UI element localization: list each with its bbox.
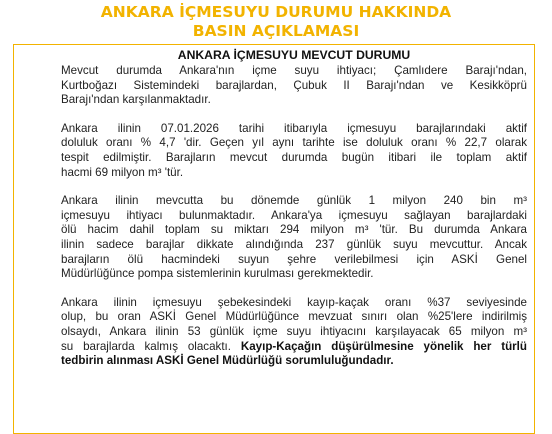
paragraph-line: barajların ölü hacmindeki suyun şehre verilebilmesi için ASKİ Genel <box>61 252 527 266</box>
paragraph-line: doluluk oranı % 4,7 'dir. Geçen yıl aynı tarihte ise doluluk oranı % 22,7 olarak <box>61 136 527 150</box>
paragraph-gap <box>61 282 527 296</box>
paragraph-line: tespit edilmiştir. Barajların mevcut durumda bugün itibari ile toplam aktif <box>61 150 527 164</box>
paragraph-line: Ankara ilinin mevcutta bu dönemde günlük 1 milyon 240 bin m³ <box>61 194 527 208</box>
paragraph-line: ölü hacim dahil toplam su miktarı 294 milyon m³ 'tür. Bu durumda Ankara <box>61 223 527 237</box>
paragraph-leakage <box>61 296 527 369</box>
paragraph-line: ilinin sadece barajlar dikkate alındığında 237 günlük suyu mevcuttur. Ancak <box>61 237 527 251</box>
document-heading: ANKARA İÇMESUYU MEVCUT DURUMU <box>177 48 411 62</box>
paragraph-line: olsaydı, Ankara ilinin 53 günlük içme suyu ihtiyacını karşılayacak 65 milyon m³ <box>61 324 527 338</box>
paragraph-line: Ankara ilinin 07.01.2026 tarihi itibarıyla içmesuyu barajlarındaki aktif <box>61 121 527 135</box>
paragraph-line: hacmi 69 milyon m³ 'tür. <box>61 165 184 179</box>
paragraph-line: olup, bu oran ASKİ Genel Müdürlüğünce mevzuat sınırı olan %25'lere indirilmiş <box>61 310 527 324</box>
paragraph-line: Kurtboğazı Sistemindeki barajlardan, Çubuk II Barajı'ndan ve Kesikköprü <box>61 78 527 92</box>
paragraph-line: Mevcut durumda Ankara'nın içme suyu ihtiyacı; Çamlıdere Barajı'ndan, <box>61 64 527 77</box>
press-title-line1: ANKARA İÇMESUYU DURUMU HAKKINDA <box>100 3 452 21</box>
paragraph-line: Müdürlüğünce pompa sistemlerinin kurulması gerekmektedir. <box>61 267 374 281</box>
responsibility-statement-end: tedbirin alınması ASKİ Genel Müdürlüğü sorumluluğundadır. <box>61 354 394 368</box>
document-body <box>61 48 527 369</box>
paragraph-line: içmesuyu ihtiyacı bulunmaktadır. Ankara'ya içmesuyu sağlayan barajlardaki <box>61 208 527 222</box>
paragraph-line: Ankara ilinin içmesuyu şebekesindeki kayıp-kaçak oranı %37 seviyesinde <box>61 295 527 309</box>
paragraph-daily-demand <box>61 194 527 282</box>
paragraph-water-sources <box>61 64 527 108</box>
paragraph-line: Barajı'ndan karşılanmaktadır. <box>61 93 211 107</box>
press-title-line2: BASIN AÇIKLAMASI <box>192 22 360 40</box>
paragraph-line-mixed <box>61 340 527 355</box>
responsibility-statement-start: Kayıp-Kaçağın düşürülmesine yönelik her türlü <box>240 339 527 353</box>
paragraph-dam-occupancy <box>61 122 527 180</box>
paragraph-gap <box>61 180 527 194</box>
paragraph-line-plain: su barajlarda kalmış olacaktı. <box>61 339 232 353</box>
paragraph-gap <box>61 108 527 122</box>
